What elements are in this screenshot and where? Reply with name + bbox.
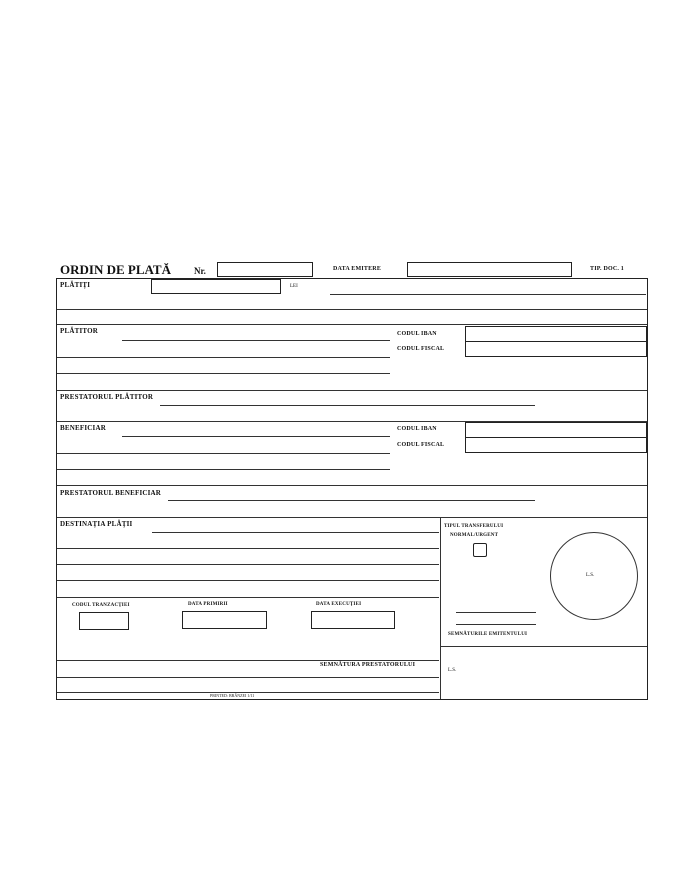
beneficiar-address-line-2[interactable] [57, 469, 390, 470]
platitor-iban-field[interactable] [465, 326, 647, 342]
platitor-fiscal-label: CODUL FISCAL [397, 346, 445, 352]
platitor-address-line-1[interactable] [57, 357, 390, 358]
amount-words-line[interactable] [330, 294, 646, 295]
prestator-beneficiar-label: PRESTATORUL BENEFICIAR [60, 489, 162, 497]
footer-small-print: PRINTED: BRÂNZEI 1/11 [210, 693, 255, 698]
beneficiar-iban-field[interactable] [465, 422, 647, 438]
nr-field[interactable] [217, 262, 313, 277]
footer-divider-right [440, 646, 647, 647]
data-primirii-field[interactable] [182, 611, 267, 629]
signature-line-1[interactable] [456, 612, 536, 613]
cod-tranzactie-field[interactable] [79, 612, 129, 630]
destinatia-line-5[interactable] [57, 597, 439, 598]
prestator-platitor-line[interactable] [160, 405, 535, 406]
destinatia-line-2[interactable] [57, 548, 439, 549]
transfer-type-label: TIPUL TRANSFERULUI [444, 524, 504, 529]
transfer-urgent-checkbox[interactable] [473, 543, 487, 557]
platiti-label: PLĂTIŢI [60, 281, 91, 289]
section-divider [57, 324, 647, 325]
cod-tranzactie-label: CODUL TRANZACŢIEI [72, 603, 130, 608]
destinatia-line-1[interactable] [152, 532, 439, 533]
tip-doc-label: TIP. DOC. 1 [590, 266, 624, 272]
data-emitere-field[interactable] [407, 262, 572, 277]
data-executiei-label: DATA EXECUŢIEI [316, 602, 362, 607]
currency-label: LEI [290, 284, 298, 289]
prestator-platitor-label: PRESTATORUL PLĂTITOR [60, 393, 154, 401]
transfer-type-sublabel: NORMAL/URGENT [450, 533, 499, 538]
platiti-line-2[interactable] [57, 309, 647, 310]
beneficiar-iban-label: CODUL IBAN [397, 426, 437, 432]
platitor-fiscal-field[interactable] [465, 341, 647, 357]
platitor-label: PLĂTITOR [60, 327, 99, 335]
amount-field[interactable] [151, 279, 281, 294]
page-title: ORDIN DE PLATĂ [60, 262, 171, 277]
beneficiar-fiscal-field[interactable] [465, 437, 647, 453]
section-divider [57, 517, 647, 518]
beneficiar-address-line-1[interactable] [57, 453, 390, 454]
destinatia-label: DESTINAŢIA PLĂŢII [60, 520, 133, 528]
beneficiar-label: BENEFICIAR [60, 424, 106, 432]
footer-line-1[interactable] [57, 660, 439, 661]
beneficiar-name-line[interactable] [122, 436, 390, 437]
beneficiar-fiscal-label: CODUL FISCAL [397, 442, 445, 448]
platitor-name-line[interactable] [122, 340, 390, 341]
section-divider [57, 390, 647, 391]
platitor-iban-label: CODUL IBAN [397, 331, 437, 337]
stamp-ls-label: L.S. [586, 573, 595, 578]
prestator-signature-label: SEMNĂTURA PRESTATORULUI [320, 662, 416, 668]
column-divider [440, 517, 441, 699]
data-primirii-label: DATA PRIMIRII [188, 602, 228, 607]
prestator-beneficiar-line[interactable] [168, 500, 535, 501]
nr-label: Nr. [194, 266, 206, 276]
data-emitere-label: DATA EMITERE [333, 266, 382, 272]
signatures-label: SEMNĂTURILE EMITENTULUI [448, 632, 528, 637]
data-executiei-field[interactable] [311, 611, 395, 629]
platitor-address-line-2[interactable] [57, 373, 390, 374]
signature-line-2[interactable] [456, 624, 536, 625]
destinatia-line-4[interactable] [57, 580, 439, 581]
destinatia-line-3[interactable] [57, 564, 439, 565]
section-divider [57, 485, 647, 486]
footer-ls-label: L.S. [448, 668, 457, 673]
footer-line-2[interactable] [57, 677, 439, 678]
